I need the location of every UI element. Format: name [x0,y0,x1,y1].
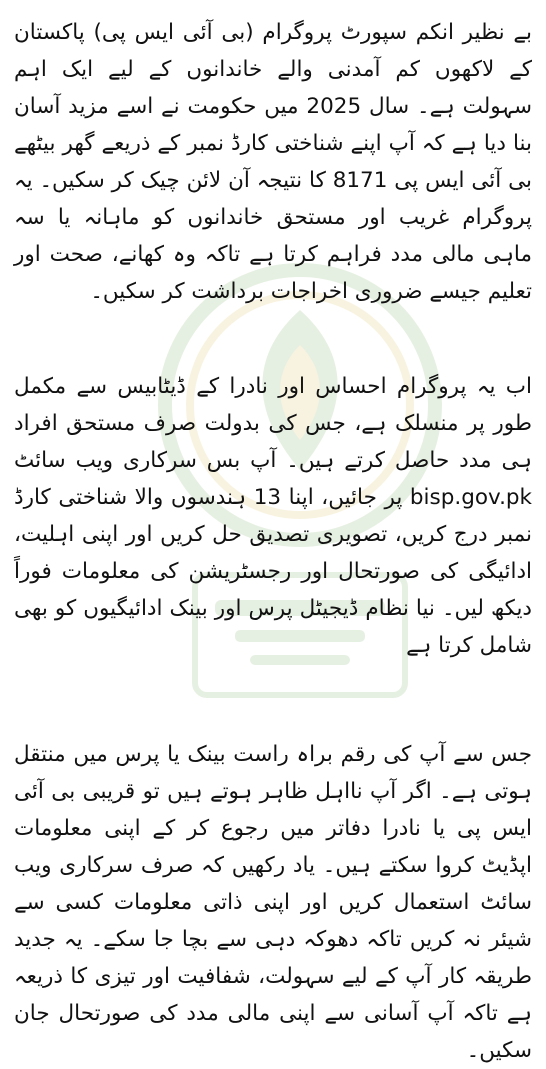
article-paragraph-2: اب یہ پروگرام احساس اور نادرا کے ڈیٹابیس سے مکمل طور پر منسلک ہے، جس کی بدولت صرف مستحق افراد ہی مدد حاصل کرتے ہیں۔ آپ بس سرکاری ویب سائٹ bisp.gov.pk پر جائیں، اپنا 13 ہندسوں والا شناختی کارڈ نمبر درج کریں، تصویری تصدیق حل کریں اور اپنی اہلیت، ادائیگی کی صورتحال اور رجسٹریشن کی معلومات فوراً دیکھ لیں۔ نیا نظام ڈیجیٹل پرس اور بینک ادائیگیوں کو بھی شامل کرتا ہے [14,374,532,658]
article-paragraph-3: جس سے آپ کی رقم براہ راست بینک یا پرس میں منتقل ہوتی ہے۔ اگر آپ نااہل ظاہر ہوتے ہیں تو قریبی بی آئی ایس پی یا نادرا دفاتر میں رجوع کر کے اپنی معلومات اپڈیٹ کروا سکتے ہیں۔ یاد رکھیں کہ صرف سرکاری ویب سائٹ استعمال کریں اور اپنی ذاتی معلومات کسی سے شیئر نہ کریں تاکہ دھوکہ دہی سے بچا جا سکے۔ یہ جدید طریقہ کار آپ کے لیے سہولت، شفافیت اور تیزی کا ذریعہ ہے تاکہ آپ آسانی سے اپنی مالی مدد کی صورتحال جان سکیں۔ [14,742,532,1063]
article-paragraph-1: بے نظیر انکم سپورٹ پروگرام (بی آئی ایس پی) پاکستان کے لاکھوں کم آمدنی والے خاندانوں کے لیے ایک اہم سہولت ہے۔ سال 2025 میں حکومت نے اسے مزید آسان بنا دیا ہے کہ آپ اپنے شناختی کارڈ نمبر کے ذریعے گھر بیٹھے بی آئی ایس پی 8171 کا نتیجہ آن لائن چیک کر سکیں۔ یہ پروگرام غریب اور مستحق خاندانوں کو ماہانہ یا سہ ماہی مالی مدد فراہم کرتا ہے تاکہ وہ کھانے، صحت اور تعلیم جیسے ضروری اخراجات برداشت کر سکیں۔ [14,20,533,304]
